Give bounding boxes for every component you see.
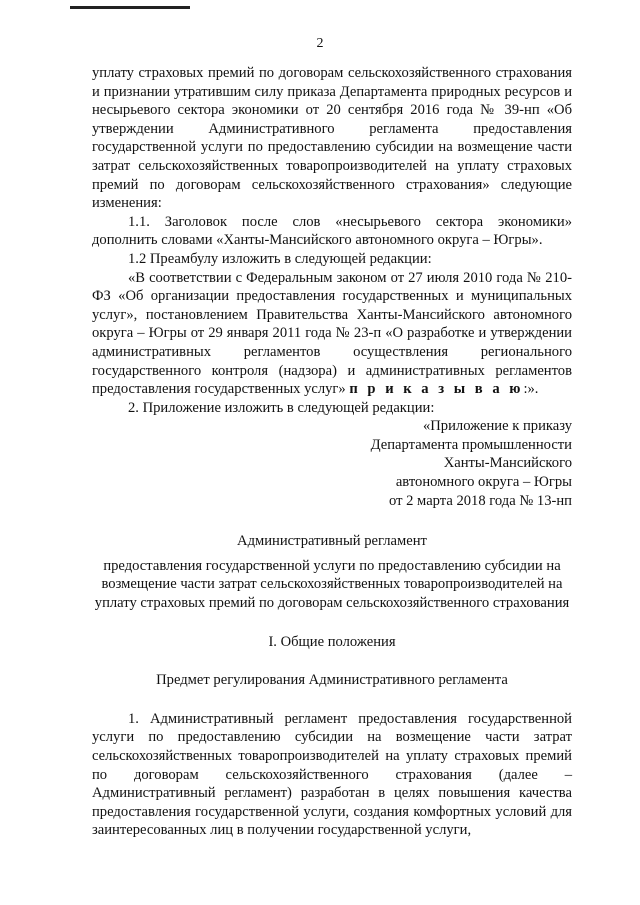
appendix-line-4: автономного округа – Югры [395, 474, 572, 491]
preamble-paragraph [92, 269, 572, 399]
preamble-order-end: :». [523, 381, 539, 398]
subject-title: Предмет регулирования Административного регламента [156, 672, 508, 689]
preamble-order-word: п р и к а з ы в а ю [349, 381, 524, 398]
top-scan-bar [70, 6, 190, 9]
appendix-line-1: «Приложение к приказу [422, 418, 572, 435]
appendix-line-2: Департамента промышленности [370, 436, 572, 453]
intro-paragraph: уплату страховых премий по договорам сельскохозяйственного страхования и признании утратившим силу приказа Департамента природных ресурсов и несырьевого сектора экономики от 20 сентября 2016 года № 39-нп «Об утверждении Административного регламента предоставления государственной услуги по предоставлению субсидии на возмещение части затрат сельскохозяйственных товаропроизводителей на уплату страховых премий по договорам сельскохозяйственного страхования» следующие изменения: [92, 65, 572, 212]
section-1-title: I. Общие положения [268, 633, 396, 650]
item-1-1: 1.1. Заголовок после слов «несырьевого сектора экономики» дополнить словами «Ханты-Мансийского автономного округа – Югры». [92, 213, 572, 249]
document-body [92, 64, 572, 840]
item-2: 2. Приложение изложить в следующей редакции: [128, 399, 435, 416]
appendix-line-5: от 2 марта 2018 года № 13-нп [388, 492, 572, 509]
reg-title: Административный регламент [237, 533, 427, 550]
reg-subtitle: предоставления государственной услуги по предоставлению субсидии на возмещение части затрат сельскохозяйственных товаропроизводителей на уплату страховых премий по договорам сельскохозяйственного страхования [94, 557, 570, 612]
page-number: 2 [316, 36, 324, 51]
point-1: 1. Административный регламент предоставления государственной услуги по предоставлению субсидии на возмещение части затрат сельскохозяйственных товаропроизводителей на уплату страховых премий по договорам сельскохозяйственного страхования (далее – Административный регламент) разработан в целях повышения качества предоставления государственной услуги, создания комфортных условий для заинтересованных лиц в получении государственной услуги, [92, 710, 572, 839]
preamble-text: «В соответствии с Федеральным законом от 27 июля 2010 года № 210-ФЗ «Об организации предоставления государственных и муниципальных услуг», постановлением Правительства Ханты-Мансийского автономного округа – Югры от 29 января 2011 года № 23-п «О разработке и утверждении административных регламентов осуществления регионального государственного контроля (надзора) и административных регламентов предоставления государственных услуг» [92, 269, 572, 398]
appendix-header [322, 417, 572, 510]
appendix-line-3: Ханты-Мансийского [443, 455, 572, 472]
item-1-2: 1.2 Преамбулу изложить в следующей редакции: [128, 250, 432, 267]
